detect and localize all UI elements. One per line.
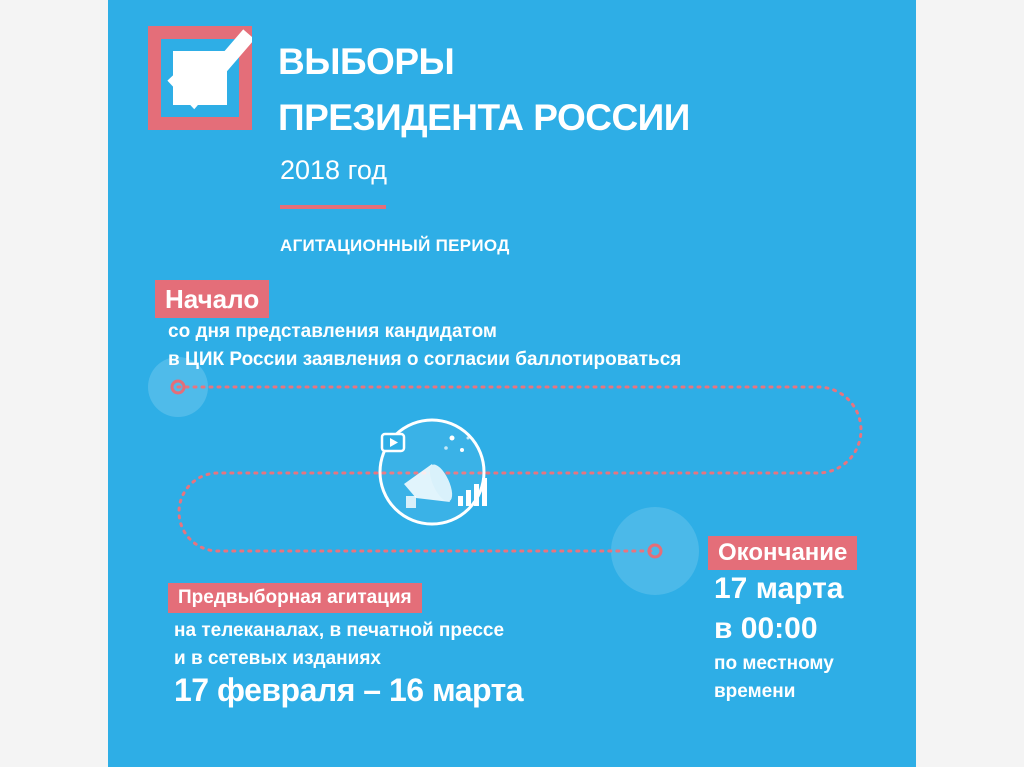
election-year: 2018 год [280,155,387,185]
end-local-time [714,650,834,706]
megaphone-icon [376,416,496,528]
divider [280,205,386,209]
video-icon [382,434,404,451]
agitation-dates: 17 февраля – 16 марта [174,672,524,708]
title-line-2: ПРЕЗИДЕНТА РОССИИ [278,97,690,138]
dotted-route [178,387,861,551]
agitation-tag: Предвыборная агитация [168,583,422,613]
end-local-line-2: времени [714,681,796,702]
left-margin [0,0,108,767]
end-time: в 00:00 [714,612,818,645]
agitation-description [174,617,504,673]
start-description-line-1: со дня представления кандидатом [168,321,497,342]
right-margin [916,0,1024,767]
start-tag: Начало [155,280,269,318]
end-tag: Окончание [708,536,857,570]
end-date: 17 марта [714,572,844,605]
agitation-description-line-2: и в сетевых изданиях [174,648,381,669]
election-poster [108,0,916,767]
end-local-line-1: по местному [714,653,834,674]
checkmark-icon [148,26,252,130]
agitation-description-line-1: на телеканалах, в печатной прессе [174,620,505,641]
period-label: АГИТАЦИОННЫЙ ПЕРИОД [280,236,510,255]
title-line-1: ВЫБОРЫ [278,41,455,82]
start-description [168,318,681,374]
start-description-line-2: в ЦИК России заявления о согласии баллотироваться [168,349,682,370]
